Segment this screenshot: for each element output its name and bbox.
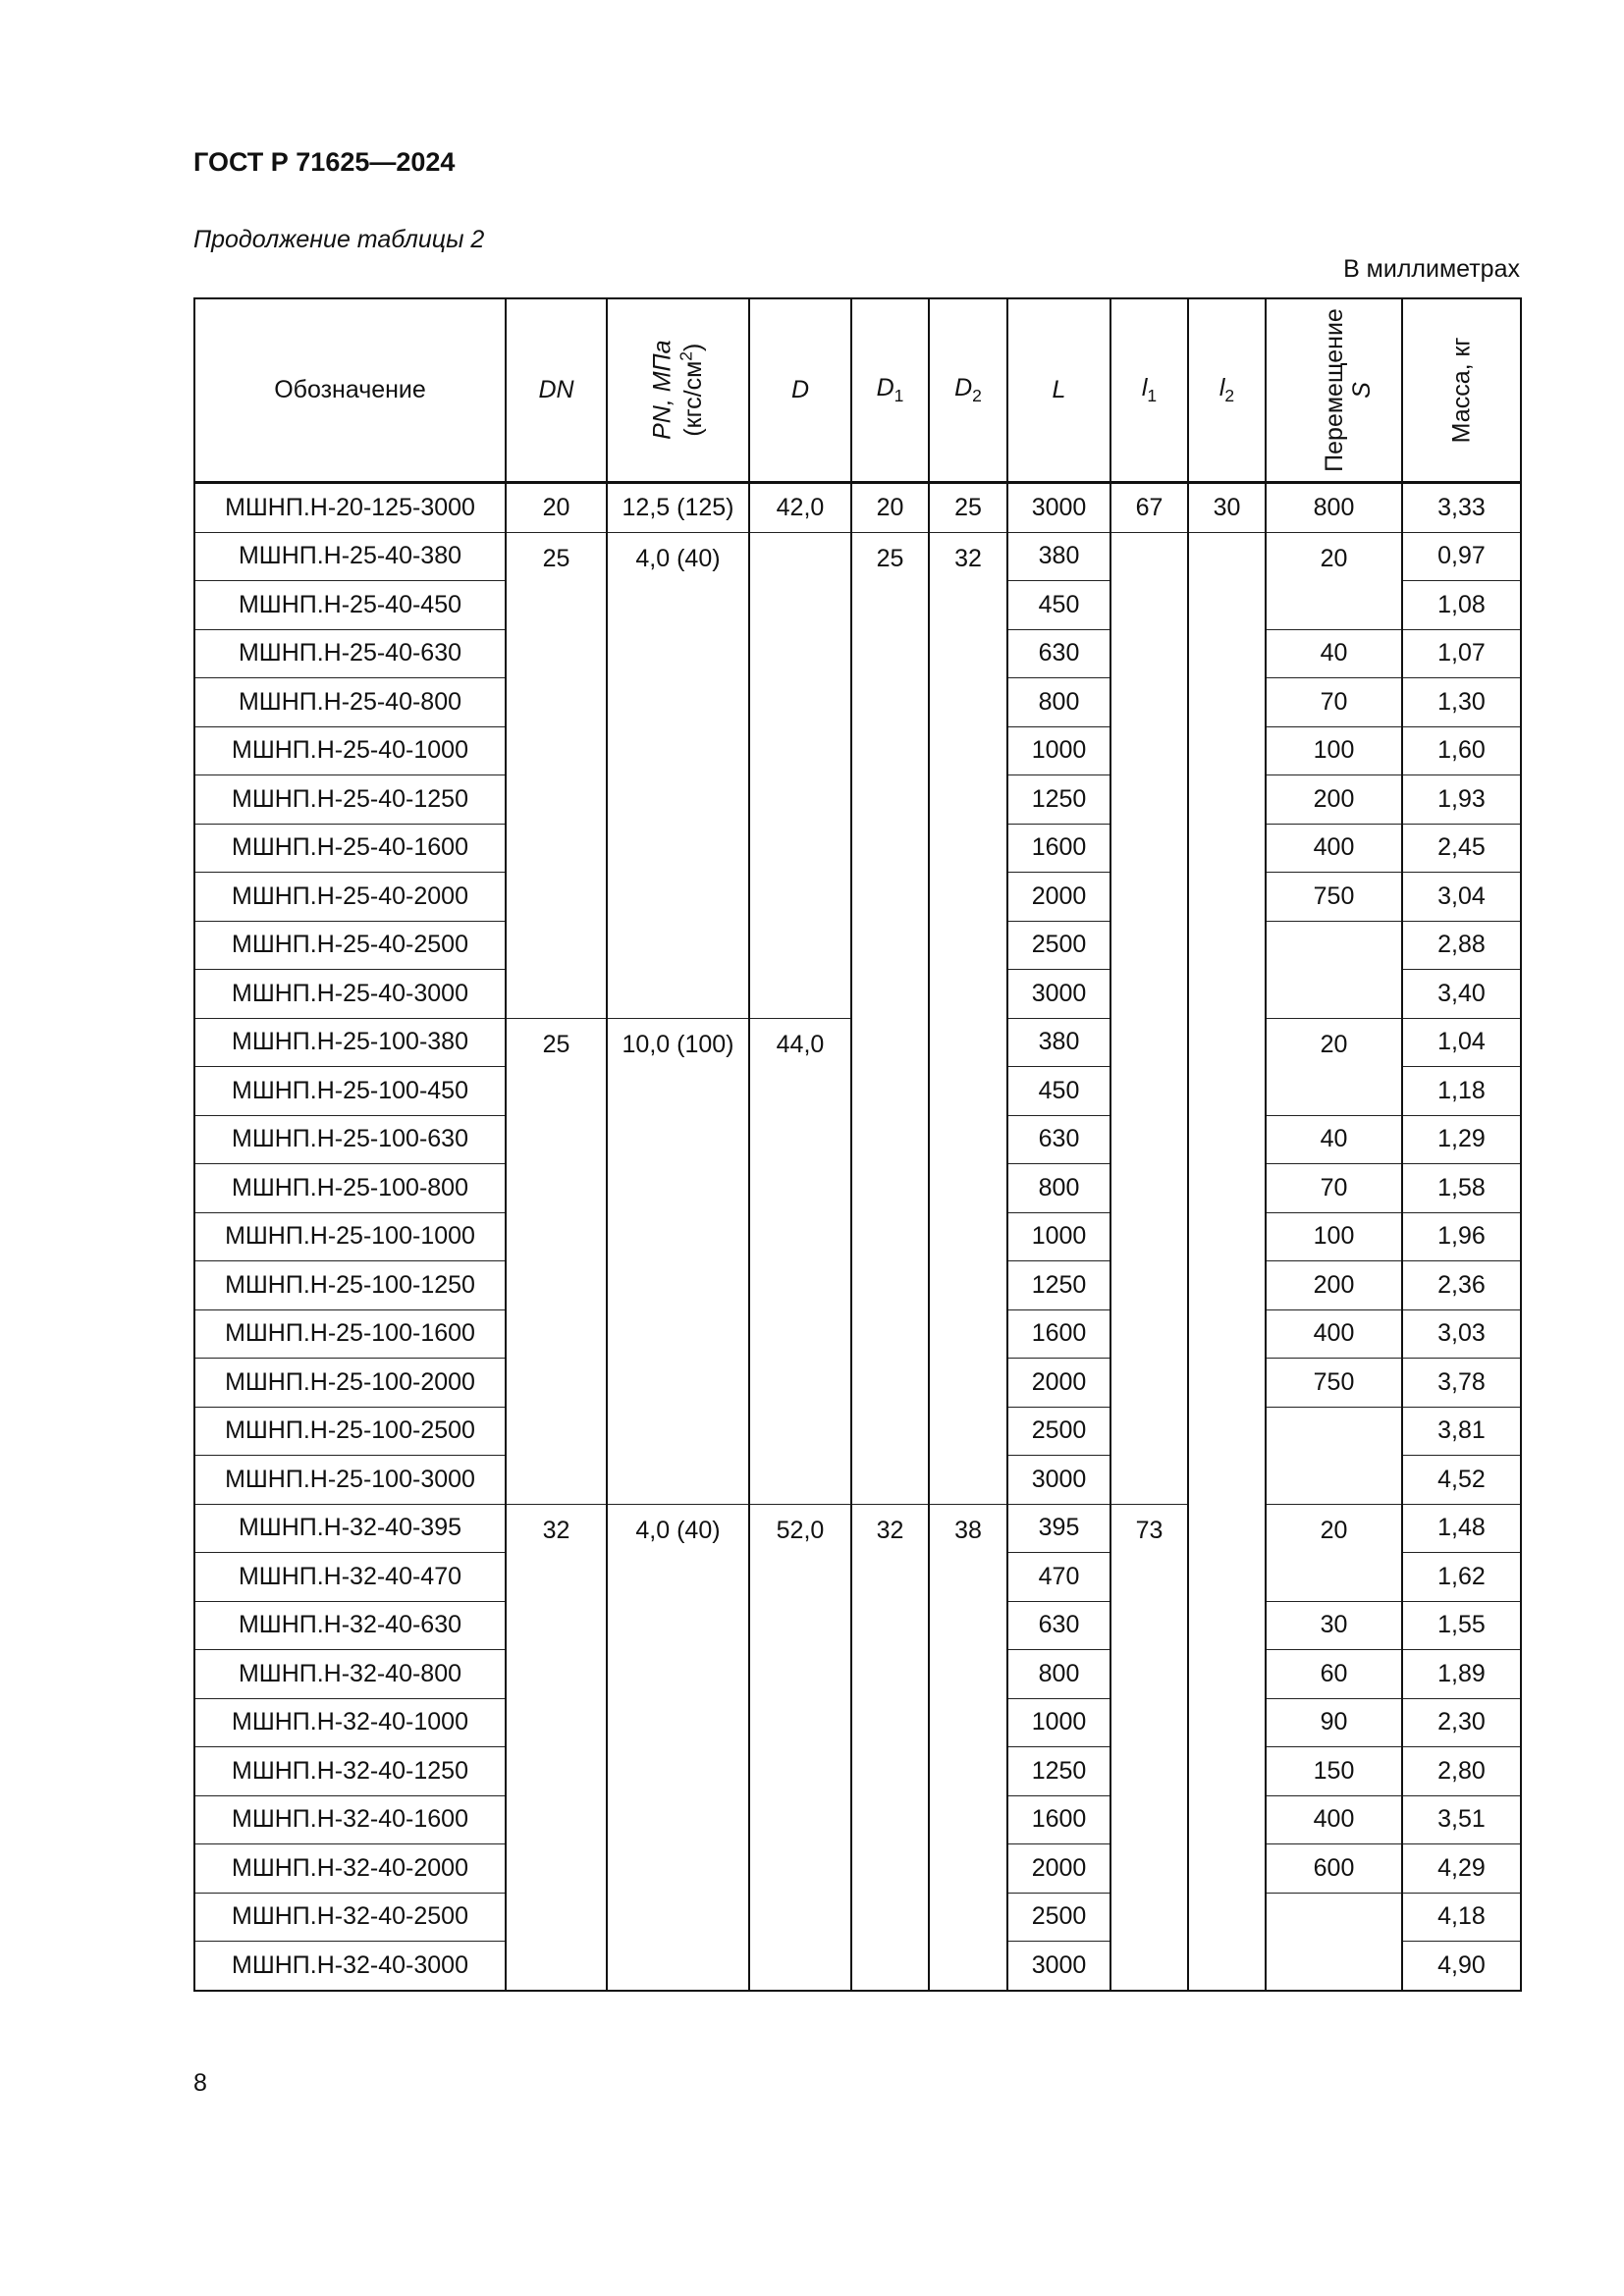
cell-l: 1000 [1007,726,1110,775]
cell-name: МШНП.Н-25-100-1000 [194,1212,506,1261]
cell-name: МШНП.Н-32-40-3000 [194,1942,506,1991]
cell-l: 630 [1007,629,1110,678]
cell-s: 200 [1266,1261,1402,1310]
cell-l1: 73 [1110,1504,1188,1991]
cell-name: МШНП.Н-32-40-630 [194,1601,506,1650]
cell-mass: 1,29 [1402,1115,1521,1164]
cell-l: 1250 [1007,1261,1110,1310]
cell-mass: 3,33 [1402,483,1521,533]
displacement-symbol: S [1347,381,1376,399]
mass-label: Масса, кг [1447,337,1476,444]
cell-mass: 1,58 [1402,1164,1521,1213]
col-header-d2 [929,298,1007,483]
table-row [194,532,1521,581]
cell-s [1266,1893,1402,1991]
cell-mass: 1,93 [1402,775,1521,825]
cell-s: 600 [1266,1844,1402,1894]
cell-s: 70 [1266,1164,1402,1213]
cell-l: 3000 [1007,1456,1110,1505]
cell-l: 470 [1007,1553,1110,1602]
cell-d2: 25 [929,483,1007,533]
page-number: 8 [193,2069,207,2097]
specification-table [193,297,1522,1992]
cell-dn: 32 [506,1504,607,1991]
cell-name: МШНП.Н-25-100-380 [194,1018,506,1067]
cell-s: 400 [1266,824,1402,873]
cell-l: 800 [1007,1650,1110,1699]
cell-l: 630 [1007,1115,1110,1164]
cell-s: 30 [1266,1601,1402,1650]
cell-mass: 4,90 [1402,1942,1521,1991]
cell-pn: 12,5 (125) [607,483,749,533]
l1-subscript: 1 [1147,386,1158,405]
cell-l: 1600 [1007,1309,1110,1359]
d2-subscript: 2 [972,386,982,405]
cell-l1: 67 [1110,483,1188,533]
cell-l: 2500 [1007,1407,1110,1456]
cell-name: МШНП.Н-20-125-3000 [194,483,506,533]
cell-l: 380 [1007,1018,1110,1067]
col-header-dn: DN [506,298,607,483]
col-header-d: D [749,298,851,483]
cell-name: МШНП.Н-25-40-450 [194,581,506,630]
cell-d [749,532,851,1018]
cell-s: 150 [1266,1747,1402,1796]
d2-label: D [954,374,973,401]
cell-name: МШНП.Н-32-40-1250 [194,1747,506,1796]
document-title: ГОСТ Р 71625—2024 [193,147,456,177]
cell-mass: 3,51 [1402,1795,1521,1844]
cell-l: 1000 [1007,1212,1110,1261]
cell-d1: 32 [851,1504,929,1991]
cell-mass: 1,07 [1402,629,1521,678]
cell-d1: 20 [851,483,929,533]
cell-dn: 25 [506,532,607,1018]
table-header-row [194,298,1521,483]
cell-l1 [1110,532,1188,1504]
l2-subscript: 2 [1224,386,1235,405]
cell-name: МШНП.Н-25-100-2000 [194,1359,506,1408]
cell-l: 800 [1007,678,1110,727]
cell-name: МШНП.Н-32-40-2000 [194,1844,506,1894]
cell-mass: 2,80 [1402,1747,1521,1796]
cell-mass: 4,52 [1402,1456,1521,1505]
cell-name: МШНП.Н-25-100-630 [194,1115,506,1164]
cell-d: 52,0 [749,1504,851,1991]
cell-l: 1600 [1007,824,1110,873]
cell-l2: 30 [1188,483,1266,533]
cell-name: МШНП.Н-25-40-2000 [194,873,506,922]
cell-l2 [1188,532,1266,1991]
l2-label: l [1218,374,1225,401]
cell-mass: 3,03 [1402,1309,1521,1359]
cell-s: 800 [1266,483,1402,533]
d1-label: D [876,374,894,401]
cell-s: 20 [1266,1504,1402,1601]
cell-d: 42,0 [749,483,851,533]
cell-l: 2000 [1007,1844,1110,1894]
cell-mass: 1,60 [1402,726,1521,775]
cell-s: 400 [1266,1795,1402,1844]
cell-s: 750 [1266,873,1402,922]
cell-s: 60 [1266,1650,1402,1699]
col-header-designation: Обозначение [194,298,506,483]
cell-mass: 2,88 [1402,921,1521,970]
cell-mass: 2,36 [1402,1261,1521,1310]
cell-mass: 3,78 [1402,1359,1521,1408]
cell-name: МШНП.Н-25-100-3000 [194,1456,506,1505]
cell-d1: 25 [851,532,929,1504]
cell-l: 3000 [1007,1942,1110,1991]
cell-name: МШНП.Н-25-40-1250 [194,775,506,825]
cell-d2: 32 [929,532,1007,1504]
cell-l: 450 [1007,1067,1110,1116]
cell-mass: 4,18 [1402,1893,1521,1942]
cell-mass: 1,48 [1402,1504,1521,1553]
cell-s: 200 [1266,775,1402,825]
cell-name: МШНП.Н-25-40-380 [194,532,506,581]
cell-s: 90 [1266,1698,1402,1747]
cell-name: МШНП.Н-25-100-1600 [194,1309,506,1359]
cell-l: 450 [1007,581,1110,630]
cell-mass: 0,97 [1402,532,1521,581]
cell-mass: 3,81 [1402,1407,1521,1456]
cell-mass: 1,96 [1402,1212,1521,1261]
pn-unit-label: (кгс/см [678,360,707,437]
cell-pn: 10,0 (100) [607,1018,749,1504]
cell-l: 800 [1007,1164,1110,1213]
cell-s: 100 [1266,726,1402,775]
cell-mass: 1,62 [1402,1553,1521,1602]
cell-name: МШНП.Н-25-40-1000 [194,726,506,775]
cell-l: 395 [1007,1504,1110,1553]
col-header-mass [1402,298,1521,483]
pn-label: PN, МПа [648,340,677,440]
cell-l: 3000 [1007,970,1110,1019]
cell-l: 630 [1007,1601,1110,1650]
cell-s: 40 [1266,629,1402,678]
cell-s: 100 [1266,1212,1402,1261]
cell-name: МШНП.Н-25-40-1600 [194,824,506,873]
cell-name: МШНП.Н-25-40-630 [194,629,506,678]
cell-mass: 1,55 [1402,1601,1521,1650]
cell-d: 44,0 [749,1018,851,1504]
col-header-pn [607,298,749,483]
l1-label: l [1141,374,1148,401]
displacement-label: Перемещение [1320,307,1348,472]
cell-l: 3000 [1007,483,1110,533]
cell-s: 40 [1266,1115,1402,1164]
cell-name: МШНП.Н-25-40-3000 [194,970,506,1019]
cell-mass: 4,29 [1402,1844,1521,1894]
cell-l: 380 [1007,532,1110,581]
cell-pn: 4,0 (40) [607,1504,749,1991]
cell-s: 750 [1266,1359,1402,1408]
cell-mass: 2,30 [1402,1698,1521,1747]
cell-name: МШНП.Н-25-100-2500 [194,1407,506,1456]
cell-name: МШНП.Н-25-100-1250 [194,1261,506,1310]
cell-pn: 4,0 (40) [607,532,749,1018]
cell-l: 2000 [1007,873,1110,922]
cell-name: МШНП.Н-32-40-2500 [194,1893,506,1942]
cell-l: 2500 [1007,1893,1110,1942]
cell-l: 2500 [1007,921,1110,970]
cell-l: 1250 [1007,1747,1110,1796]
cell-mass: 1,89 [1402,1650,1521,1699]
cell-mass: 3,40 [1402,970,1521,1019]
table-body [194,483,1521,1991]
cell-name: МШНП.Н-32-40-1600 [194,1795,506,1844]
cell-name: МШНП.Н-25-40-2500 [194,921,506,970]
col-header-displacement [1266,298,1402,483]
cell-name: МШНП.Н-32-40-800 [194,1650,506,1699]
cell-mass: 2,45 [1402,824,1521,873]
cell-l: 1250 [1007,775,1110,825]
cell-name: МШНП.Н-25-100-800 [194,1164,506,1213]
cell-s: 400 [1266,1309,1402,1359]
cell-s [1266,1407,1402,1504]
cell-name: МШНП.Н-32-40-395 [194,1504,506,1553]
cell-l: 1600 [1007,1795,1110,1844]
cell-name: МШНП.Н-25-40-800 [194,678,506,727]
col-header-l: L [1007,298,1110,483]
cell-mass: 1,30 [1402,678,1521,727]
cell-name: МШНП.Н-25-100-450 [194,1067,506,1116]
pn-unit-close: ) [678,343,707,352]
cell-mass: 1,18 [1402,1067,1521,1116]
table-row [194,483,1521,533]
cell-mass: 1,08 [1402,581,1521,630]
cell-name: МШНП.Н-32-40-470 [194,1553,506,1602]
table-continuation-caption: Продолжение таблицы 2 [193,226,485,253]
cell-s: 70 [1266,678,1402,727]
cell-l: 2000 [1007,1359,1110,1408]
cell-s [1266,921,1402,1018]
cell-s: 20 [1266,532,1402,629]
col-header-d1 [851,298,929,483]
cell-l: 1000 [1007,1698,1110,1747]
cell-dn: 25 [506,1018,607,1504]
cell-d2: 38 [929,1504,1007,1991]
col-header-l1 [1110,298,1188,483]
col-header-l2 [1188,298,1266,483]
table-row [194,1504,1521,1553]
cell-name: МШНП.Н-32-40-1000 [194,1698,506,1747]
d1-subscript: 1 [893,386,904,405]
cell-dn: 20 [506,483,607,533]
pn-unit-superscript: 2 [675,351,695,361]
cell-s: 20 [1266,1018,1402,1115]
cell-mass: 1,04 [1402,1018,1521,1067]
cell-mass: 3,04 [1402,873,1521,922]
units-caption: В миллиметрах [1343,255,1520,283]
